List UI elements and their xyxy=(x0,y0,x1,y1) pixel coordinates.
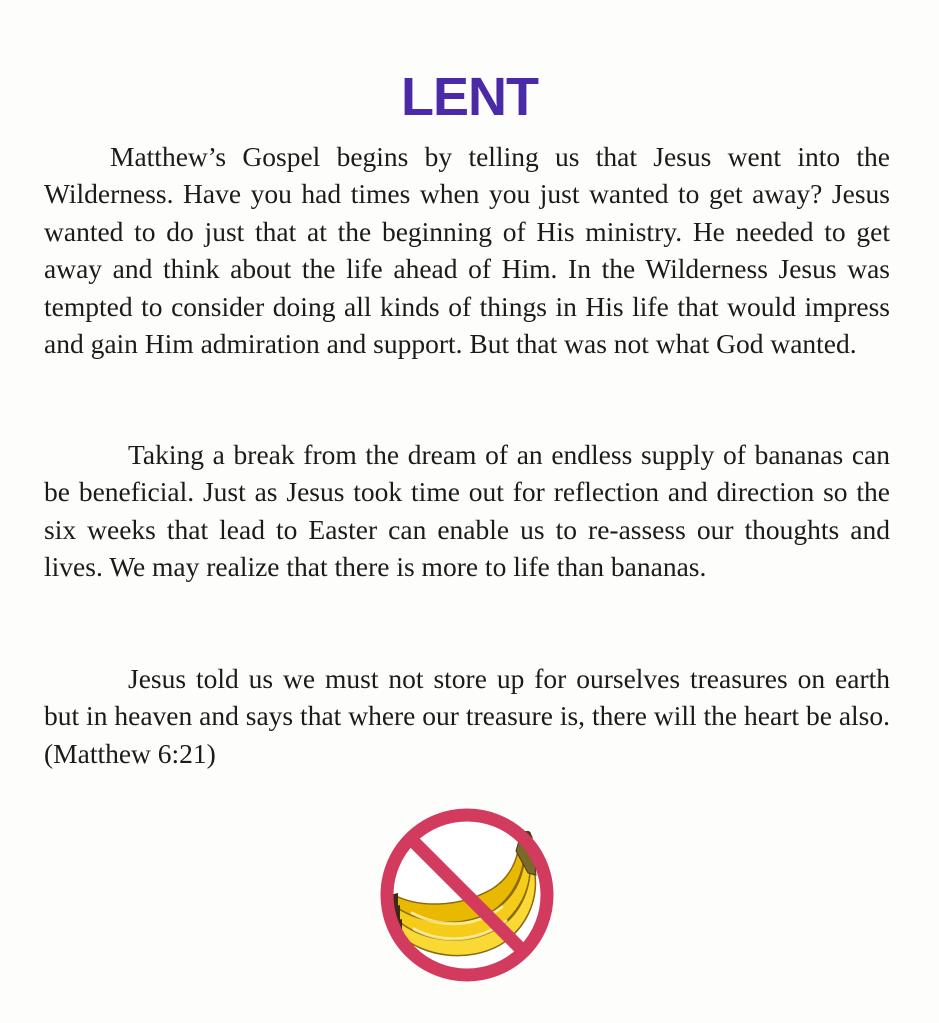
paragraph-bananas-break: Taking a break from the dream of an endless supply of bananas can be beneficial. Just as Jesus took time out for reflection and direction so the six weeks that lead to Easter can enable us to re-assess our thoughts and lives. We may realize that there is more to life than bananas. xyxy=(44,439,890,583)
paragraph-treasure: Jesus told us we must not store up for ourselves treasures on earth but in heaven and says that where our treasure is, there will the heart be also. (Matthew 6:21) xyxy=(44,663,890,769)
no-bananas-icon xyxy=(372,803,562,987)
paragraph-wilderness: Matthew’s Gospel begins by telling us that Jesus went into the Wilderness. Have you had times when you just wanted to get away? Jesus wanted to do just that at the beginning of His ministry. He needed to get away and think about the life ahead of Him. In the Wilderness Jesus was tempted to consider doing all kinds of things in His life that would impress and gain Him admiration and support. But that was not what God wanted. xyxy=(44,141,890,360)
page-title: LENT xyxy=(401,67,538,128)
